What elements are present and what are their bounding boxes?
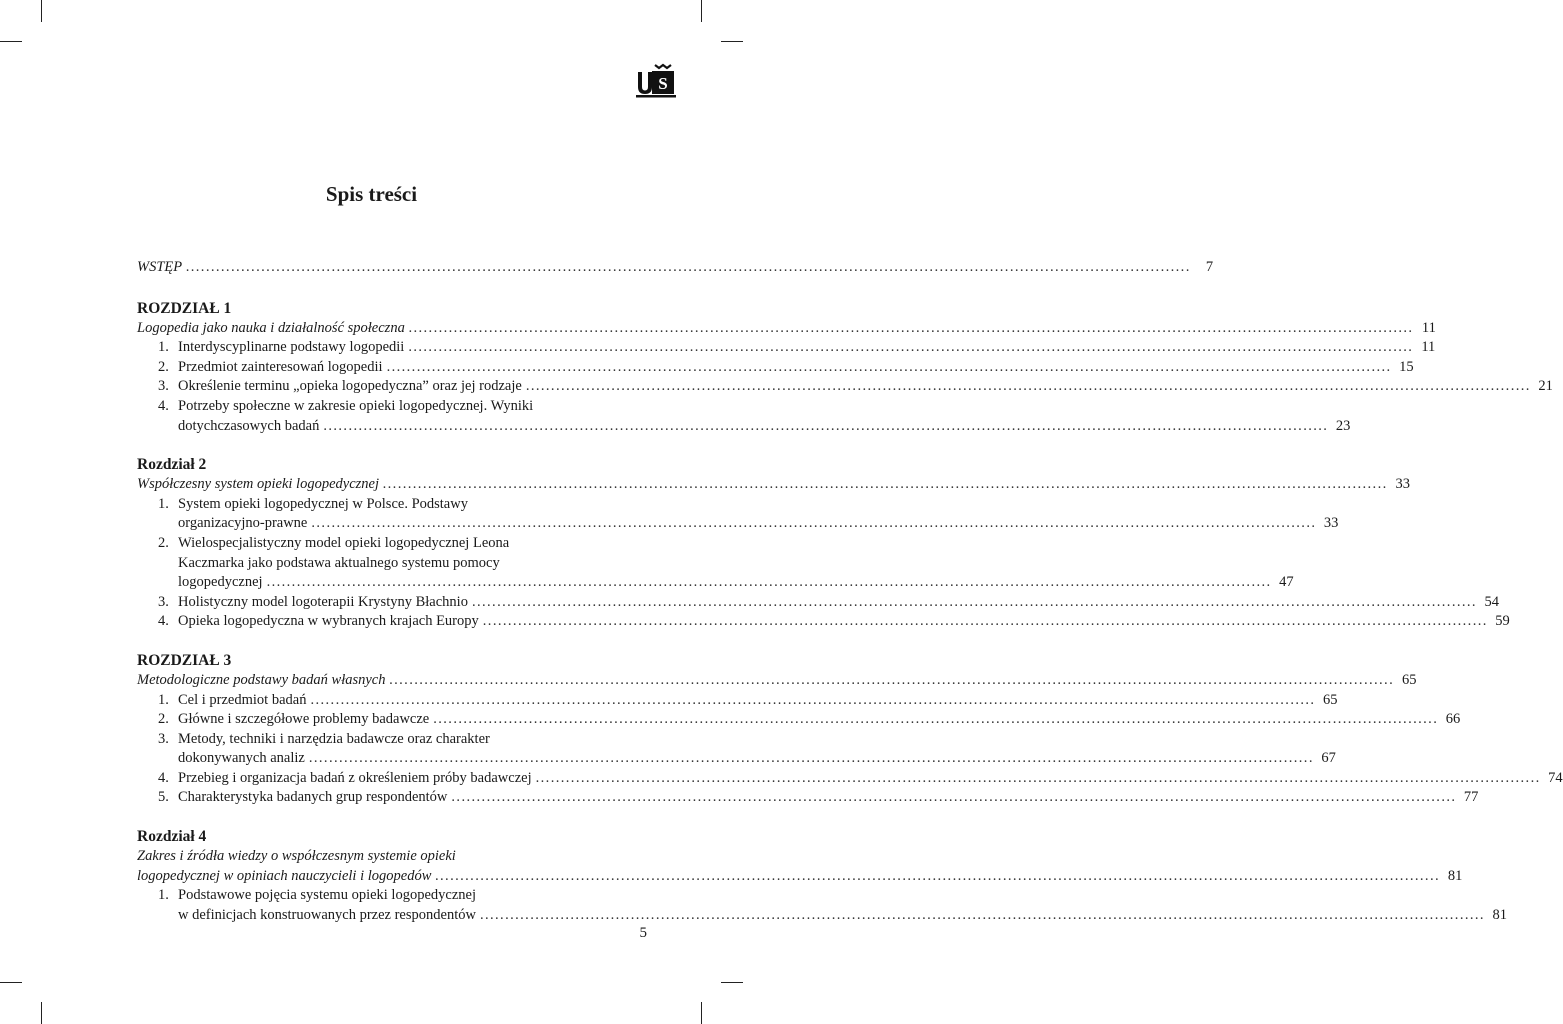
dot-leader: ........................................................................................................................................................................................................ <box>186 259 1192 275</box>
toc-item-continuation: w definicjach konstruowanych przez respondentów ........................................................................................................................................................................................................ 81 <box>137 906 607 926</box>
crop-mark <box>0 41 22 42</box>
dot-leader: ........................................................................................................................................................................................................ <box>525 378 1531 395</box>
chapter-heading: Rozdział 2 <box>137 456 207 474</box>
toc-page-number: 15 <box>1399 358 1414 375</box>
chapter-heading: Rozdział 4 <box>137 828 207 846</box>
dot-leader: ........................................................................................................................................................................................................ <box>408 339 1414 356</box>
toc-page-number: 21 <box>1538 378 1553 395</box>
toc-page-number: 11 <box>1421 319 1436 336</box>
toc-item-continuation: dotychczasowych badań ........................................................................................................................................................................................................ 23 <box>137 417 607 437</box>
toc-item: 1. Podstawowe pojęcia systemu opieki logopedycznej <box>158 887 476 904</box>
dot-leader: ........................................................................................................................................................................................................ <box>310 691 1316 708</box>
toc-page-number: 81 <box>1447 867 1463 884</box>
table-of-contents <box>137 258 1563 925</box>
crop-mark <box>721 982 743 983</box>
toc-page-number: 77 <box>1463 789 1479 806</box>
toc-item: 5. Charakterystyka badanych grup respondentów ........................................................................................................................................................................................................ 77 <box>137 788 607 808</box>
toc-item: 2. Przedmiot zainteresowań logopedii ........................................................................................................................................................................................................ 15 <box>137 358 607 378</box>
publisher-logo-icon <box>634 65 678 99</box>
toc-page-number: 65 <box>1322 691 1338 708</box>
crop-mark <box>701 1002 702 1024</box>
toc-item: 4. Opieka logopedyczna w wybranych krajach Europy ........................................................................................................................................................................................................ 59 <box>137 612 607 632</box>
chapter-heading: ROZDZIAŁ 1 <box>137 299 232 317</box>
dot-leader: ........................................................................................................................................................................................................ <box>266 574 1272 591</box>
page-number: 5 <box>639 925 647 941</box>
toc-item: 1. Interdyscyplinarne podstawy logopedii ........................................................................................................................................................................................................ 11 <box>137 338 607 358</box>
chapter-subtitle: Metodologiczne podstawy badań własnych ........................................................................................................................................................................................................ 65 <box>137 671 607 691</box>
chapter-subtitle: logopedycznej w opiniach nauczycieli i logopedów ........................................................................................................................................................................................................ 81 <box>137 867 607 887</box>
toc-item-continuation: Kaczmarka jako podstawa aktualnego systemu pomocy <box>178 554 500 571</box>
toc-page-number: 7 <box>1205 259 1214 275</box>
toc-page-number: 33 <box>1395 476 1410 493</box>
toc-page-number: 66 <box>1445 711 1461 728</box>
toc-item-continuation: dokonywanych analiz ........................................................................................................................................................................................................ 67 <box>137 749 607 769</box>
svg-text:S: S <box>658 74 668 93</box>
toc-item: 1. Cel i przedmiot badań ........................................................................................................................................................................................................ 65 <box>137 691 607 711</box>
dot-leader: ........................................................................................................................................................................................................ <box>433 711 1439 728</box>
toc-item: 4. Potrzeby społeczne w zakresie opieki logopedycznej. Wyniki <box>158 397 534 414</box>
dot-leader: ........................................................................................................................................................................................................ <box>482 613 1488 630</box>
toc-page-number: 67 <box>1321 750 1336 767</box>
toc-item: 1. System opieki logopedycznej w Polsce. Podstawy <box>158 495 468 512</box>
dot-leader: ........................................................................................................................................................................................................ <box>308 750 1314 767</box>
toc-page-number: 33 <box>1323 515 1339 532</box>
dot-leader: ........................................................................................................................................................................................................ <box>408 319 1414 336</box>
toc-entry-wstep <box>137 258 1214 278</box>
toc-entry-label: WSTĘP <box>137 259 183 275</box>
page-title: Spis treści <box>325 182 418 206</box>
crop-mark <box>701 0 702 22</box>
toc-page-number: 59 <box>1495 613 1510 630</box>
dot-leader: ........................................................................................................................................................................................................ <box>435 867 1441 884</box>
toc-item: 2. Wielospecjalistyczny model opieki logopedycznej Leona <box>158 534 510 551</box>
dot-leader: ........................................................................................................................................................................................................ <box>479 906 1485 923</box>
toc-item-continuation: organizacyjno-prawne ........................................................................................................................................................................................................ 33 <box>137 514 607 534</box>
toc-page-number: 81 <box>1492 906 1507 923</box>
toc-page-number: 74 <box>1548 769 1563 786</box>
dot-leader: ........................................................................................................................................................................................................ <box>383 476 1388 493</box>
toc-item: 3. Holistyczny model logoterapii Krystyny Błachnio ........................................................................................................................................................................................................ 54 <box>137 593 607 613</box>
dot-leader: ........................................................................................................................................................................................................ <box>323 417 1329 434</box>
dot-leader: ........................................................................................................................................................................................................ <box>311 515 1317 532</box>
dot-leader: ........................................................................................................................................................................................................ <box>451 789 1457 806</box>
chapter-subtitle-line: Zakres i źródła wiedzy o współczesnym systemie opieki <box>137 848 456 865</box>
toc-page-number: 23 <box>1335 417 1351 434</box>
crop-mark <box>721 41 743 42</box>
chapter-heading: ROZDZIAŁ 3 <box>137 651 232 669</box>
dot-leader: ........................................................................................................................................................................................................ <box>386 358 1392 375</box>
chapter-subtitle: Współczesny system opieki logopedycznej ........................................................................................................................................................................................................ 33 <box>137 475 607 495</box>
crop-mark <box>41 1002 42 1024</box>
toc-page-number: 54 <box>1484 593 1499 610</box>
toc-item: 4. Przebieg i organizacja badań z określeniem próby badawczej ........................................................................................................................................................................................................ 74 <box>137 769 607 789</box>
dot-leader: ........................................................................................................................................................................................................ <box>471 593 1477 610</box>
toc-item: 3. Określenie terminu „opieka logopedyczna” oraz jej rodzaje ........................................................................................................................................................................................................ 21 <box>137 377 607 397</box>
dot-leader: ........................................................................................................................................................................................................ <box>389 671 1395 688</box>
toc-item-continuation: logopedycznej ........................................................................................................................................................................................................ 47 <box>137 573 607 593</box>
toc-page-number: 11 <box>1421 339 1436 356</box>
toc-page-number: 47 <box>1279 574 1294 591</box>
toc-item: 2. Główne i szczegółowe problemy badawcze ........................................................................................................................................................................................................ 66 <box>137 710 607 730</box>
dot-leader: ........................................................................................................................................................................................................ <box>535 769 1541 786</box>
crop-mark <box>0 982 22 983</box>
toc-page-number: 65 <box>1401 671 1417 688</box>
chapter-subtitle: Logopedia jako nauka i działalność społeczna ........................................................................................................................................................................................................ 11 <box>137 319 607 339</box>
toc-item: 3. Metody, techniki i narzędzia badawcze oraz charakter <box>158 730 490 747</box>
crop-mark <box>41 0 42 22</box>
